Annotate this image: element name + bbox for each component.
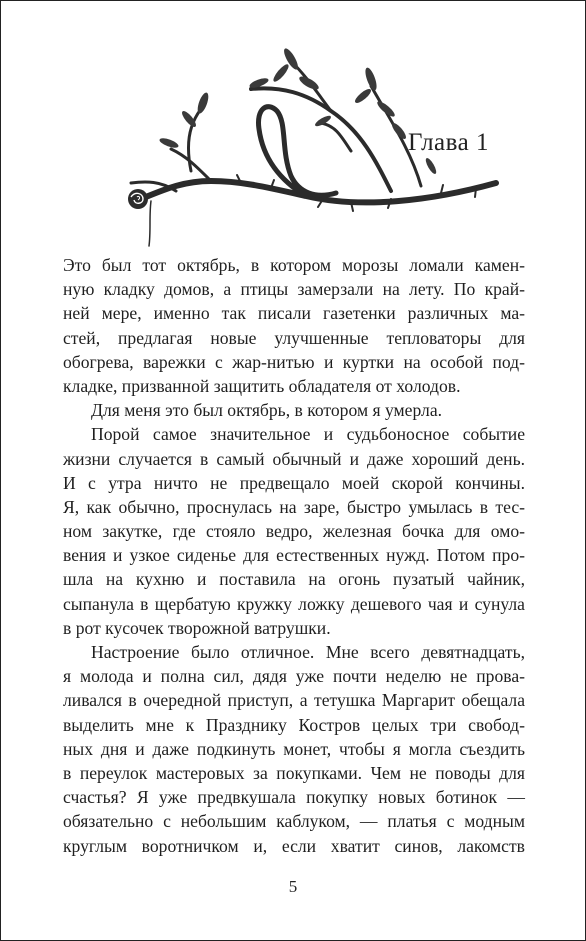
chapter-body [63, 253, 525, 858]
text-line: кладке, призванной защитить обладателя от холодов. [63, 375, 461, 396]
text-line: И с утра ничто не предвещало моей скорой кончины. [63, 472, 525, 493]
page-number: 5 [288, 877, 298, 896]
text-line: Для меня это был октябрь, в котором я умерла. [91, 400, 443, 421]
text-line: вения и узкое сиденье для естественных нужд. Потом про- [63, 545, 525, 566]
text-line: в рот кусочек творожной ватрушки. [63, 617, 331, 638]
paragraph [63, 398, 525, 422]
text-line: счастья? Я уже предвкушала покупку новых ботинок — [63, 787, 525, 808]
text-line: Я, как обычно, проснулась на заре, быстро умылась в тес- [63, 496, 525, 517]
chapter-title: Глава 1 [408, 129, 489, 156]
paragraph [63, 640, 525, 858]
text-line: я молода и полна сил, дядя уже почти неделю не прова- [63, 666, 525, 687]
text-line: ных дня и даже подкинуть монет, чтобы я могла съездить [63, 738, 525, 759]
text-line: жизни случается в самый обычный и даже хороший день. [63, 448, 525, 469]
text-line: круглым воротничком и, если хватит синов, лакомств [63, 835, 525, 856]
text-line: Настроение было отличное. Мне всего девятнадцать, [91, 642, 525, 662]
text-line: ливался в очередной приступ, а тетушка Маргарит обещала [63, 690, 525, 711]
text-line: в переулок мастеровых за покупками. Чем не поводы для [63, 762, 525, 783]
text-line: ную кладку домов, а птицы замерзали на лету. По край- [63, 279, 525, 300]
text-line: ном закутке, где стояло ведро, железная бочка для омо- [63, 521, 525, 542]
paragraph [63, 422, 525, 640]
text-line: шла на кухню и поставила на огонь пузатый чайник, [63, 569, 525, 590]
text-line: Это был тот октябрь, в котором морозы ломали камен- [63, 255, 525, 275]
text-line: стей, предлагая новые улучшенные тепловаторы для [63, 327, 525, 348]
paragraph [63, 253, 525, 398]
text-line: обогрева, варежки с жар-нитью и куртки на особой под- [63, 351, 525, 372]
text-line: обязательно с небольшим каблуком, — платья с модным [63, 811, 525, 832]
text-line: ней мере, именно так писали газетенки различных ма- [63, 303, 525, 324]
text-line: выделить мне к Празднику Костров целых три свобод- [63, 714, 525, 735]
text-line: Порой самое значительное и судьбоносное событие [91, 424, 525, 445]
text-line: сыпанула в щербатую кружку ложку дешевого чая и сунула [63, 593, 525, 614]
